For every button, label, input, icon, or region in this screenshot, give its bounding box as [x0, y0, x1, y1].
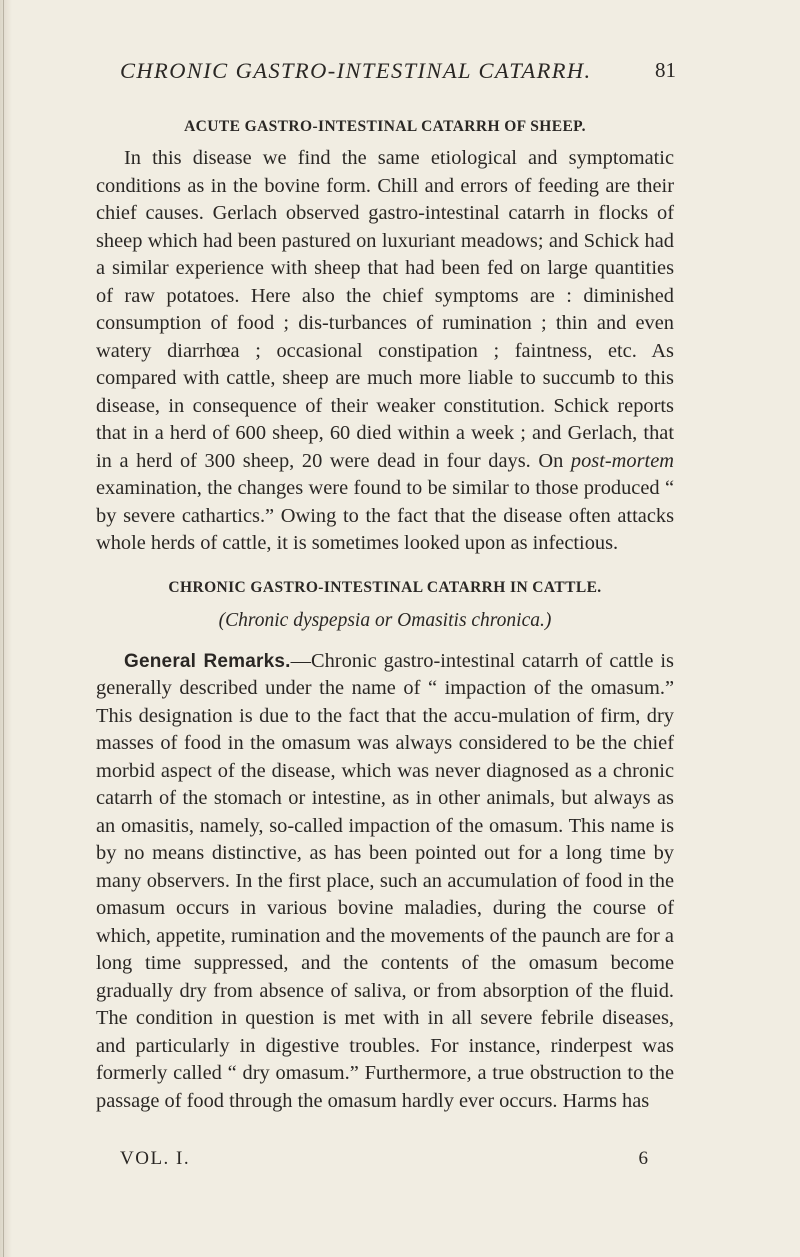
paragraph-chronic-text: —Chronic gastro-intestinal catarrh of cattle is generally described under the name of “ impaction of the omasum.” This designation is due to the fact that the accu-mulation of firm, dry masses of food in the omasum was always considered to be the chief morbid aspect of the disease, which was never diagnosed as a chronic catarrh of the stomach or intestine, as in other animals, but always as an omasitis, namely, so-called impaction of the omasum. This name is by no means distinctive, as has been pointed out for a long time by many observers. In the first place, such an accumulation of food in the omasum occurs in various bovine maladies, during the course of which, appetite, rumination and the movements of the paunch are for a long time suppressed, and the contents of the omasum become gradually dry from absence of saliva, or from absorption of the fluid. The condition in question is met with in all severe febrile diseases, and particularly in digestive troubles. For instance, rinderpest was formerly called “ dry omasum.” Furthermore, a true obstruction to the passage of food through the omasum hardly ever occurs. Harms has	[96, 649, 674, 1112]
paragraph-chronic	[96, 648, 674, 1116]
general-remarks-label: General Remarks.	[124, 650, 291, 672]
paragraph-acute-text: In this disease we find the same etiological and symptomatic conditions as in the bovine form. Chill and errors of feeding are their chief causes. Gerlach observed gastro-intestinal catarrh in flocks of sheep which had been pastured on luxuriant meadows; and Schick had a similar experience with sheep that had been fed on large quantities of raw potatoes. Here also the chief symptoms are : diminished consumption of food ; dis-turbances of rumination ; thin and even watery diarrhœa ; occasional constipation ; faintness, etc. As compared with cattle, sheep are much more liable to succumb to this disease, in consequence of their weaker constitution. Schick reports that in a herd of 600 sheep, 60 died within a week ; and Gerlach, that in a herd of 300 sheep, 20 were dead in four days.	[96, 147, 674, 472]
running-head: CHRONIC GASTRO-INTESTINAL CATARRH.	[120, 58, 592, 83]
section-subtitle: (Chronic dyspepsia or Omasitis chronica.)	[218, 609, 552, 631]
page-header	[120, 58, 676, 92]
volume-label: VOL. I.	[120, 1148, 191, 1169]
section-heading-acute: ACUTE GASTRO-INTESTINAL CATARRH OF SHEEP.	[184, 118, 586, 135]
italic-term: post-mortem	[570, 449, 674, 472]
page-number: 81	[655, 58, 676, 82]
sentence-rest: examination, the changes were found to be similar to those produced “ by severe cathartics.” Owing to the fact that the disease often attacks whole herds of cattle, it is sometimes looked upon as infectious.	[96, 477, 674, 554]
section-heading-chronic: CHRONIC GASTRO-INTESTINAL CATARRH IN CATTLE.	[168, 578, 602, 596]
page-content	[96, 115, 674, 1115]
page-footer	[120, 1148, 648, 1176]
paragraph-acute	[96, 145, 674, 558]
gutter-edge-line	[3, 0, 4, 1257]
page-gutter	[0, 0, 12, 1257]
signature-mark: 6	[638, 1148, 648, 1169]
sentence-prefix: On	[538, 449, 571, 472]
